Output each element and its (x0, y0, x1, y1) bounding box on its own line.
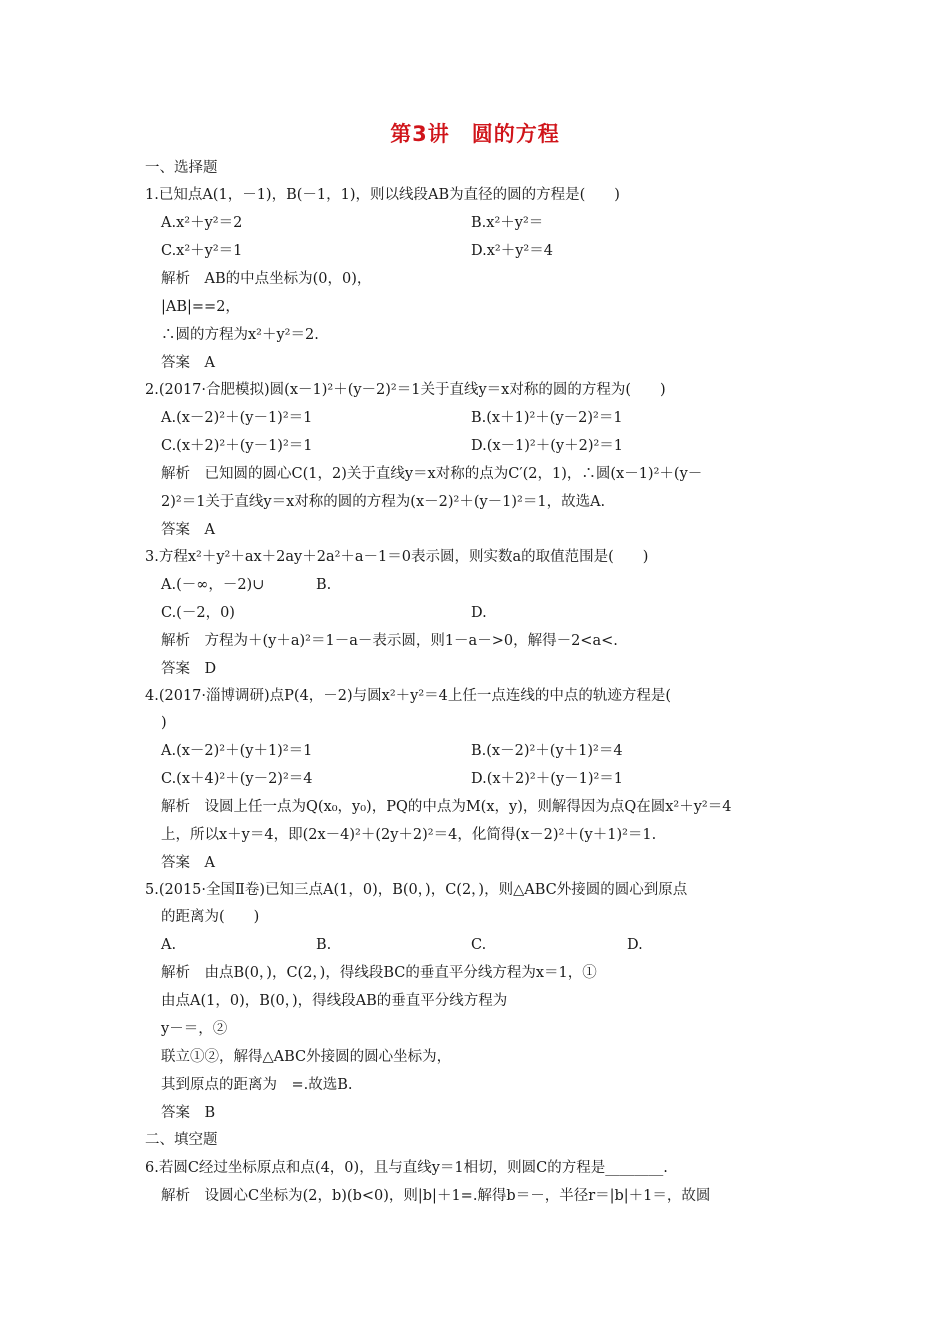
q1-solution-line1: 解析 AB的中点坐标为(0，0)， (161, 271, 372, 287)
q6-stem: 6.若圆C经过坐标原点和点(4，0)，且与直线y＝1相切，则圆C的方程是________. (145, 1160, 668, 1176)
q3-option-a: A.(－∞，－2)∪ (161, 577, 265, 593)
q3-answer: 答案 D (161, 661, 217, 677)
q1-answer: 答案 A (161, 355, 215, 371)
q3-option-d: D. (471, 605, 487, 621)
q5-solution-line5: 其到原点的距离为 =.故选B. (161, 1077, 353, 1093)
q2-stem: 2.(2017·合肥模拟)圆(x－1)²＋(y－2)²＝1关于直线y＝x对称的圆的方程为( ) (145, 382, 666, 398)
q1-option-c: C.x²＋y²＝1 (161, 243, 243, 259)
q3-solution-line1: 解析 方程为＋(y＋a)²＝1－a－表示圆，则1－a－>0，解得－2<a<. (161, 633, 618, 649)
q5-option-c: C. (471, 937, 487, 953)
q2-solution-line1: 解析 已知圆的圆心C(1，2)关于直线y＝x对称的点为C′(2，1)，∴圆(x－1)²＋(y－ (161, 466, 703, 482)
q2-option-a: A.(x－2)²＋(y－1)²＝1 (161, 410, 313, 426)
q3-stem: 3.方程x²＋y²＋ax＋2ay＋2a²＋a－1＝0表示圆，则实数a的取值范围是( ) (145, 549, 649, 565)
section-heading-choice: 一、选择题 (145, 160, 218, 176)
q2-option-d: D.(x－1)²＋(y＋2)²＝1 (471, 438, 624, 454)
q5-solution-line4: 联立①②，解得△ABC外接圆的圆心坐标为， (161, 1049, 452, 1065)
q5-solution-line2: 由点A(1，0)，B(0，)，得线段AB的垂直平分线方程为 (161, 993, 508, 1009)
q6-solution-line1: 解析 设圆心C坐标为(2，b)(b<0)，则|b|＋1=.解得b＝－，半径r＝|b|＋1＝，故圆 (161, 1188, 711, 1204)
q4-option-c: C.(x＋4)²＋(y－2)²＝4 (161, 771, 313, 787)
q4-option-d: D.(x＋2)²＋(y－1)²＝1 (471, 771, 624, 787)
q4-solution-line1: 解析 设圆上任一点为Q(x₀，y₀)，PQ的中点为M(x，y)，则解得因为点Q在圆x²＋y²＝4 (161, 799, 732, 815)
q5-stem-line2: 的距离为( ) (161, 909, 260, 925)
q4-option-a: A.(x－2)²＋(y＋1)²＝1 (161, 743, 313, 759)
q2-option-b: B.(x＋1)²＋(y－2)²＝1 (471, 410, 623, 426)
q4-stem-line2: ) (161, 715, 167, 731)
q1-stem: 1.已知点A(1，－1)，B(－1，1)，则以线段AB为直径的圆的方程是( ) (145, 187, 620, 203)
q1-solution-line2: |AB|==2， (161, 299, 240, 315)
q5-answer: 答案 B (161, 1105, 216, 1121)
q4-solution-line2: 上，所以x＋y＝4，即(2x－4)²＋(2y＋2)²＝4，化简得(x－2)²＋(y＋1)²＝1. (161, 827, 657, 843)
q5-solution-line1: 解析 由点B(0，)，C(2，)，得线段BC的垂直平分线方程为x＝1，① (161, 965, 597, 981)
q1-option-b: B.x²＋y²＝ (471, 215, 544, 231)
q5-option-b: B. (316, 937, 332, 953)
q3-option-c: C.(－2，0) (161, 605, 235, 621)
q5-option-a: A. (161, 937, 177, 953)
q4-option-b: B.(x－2)²＋(y＋1)²＝4 (471, 743, 623, 759)
q5-solution-line3: y－＝，② (161, 1021, 228, 1037)
q4-stem: 4.(2017·淄博调研)点P(4，－2)与圆x²＋y²＝4上任一点连线的中点的轨迹方程是( (145, 688, 672, 704)
section-heading-fill: 二、填空题 (145, 1132, 218, 1148)
q2-answer: 答案 A (161, 522, 215, 538)
q1-option-a: A.x²＋y²＝2 (161, 215, 243, 231)
page-title: 第3讲 圆的方程 (390, 122, 560, 146)
q1-option-d: D.x²＋y²＝4 (471, 243, 553, 259)
q5-option-d: D. (627, 937, 643, 953)
q3-option-b: B. (316, 577, 332, 593)
q5-stem: 5.(2015·全国Ⅱ卷)已知三点A(1，0)，B(0，)，C(2，)，则△ABC外接圆的圆心到原点 (145, 882, 688, 898)
q2-option-c: C.(x＋2)²＋(y－1)²＝1 (161, 438, 313, 454)
q4-answer: 答案 A (161, 855, 215, 871)
q2-solution-line2: 2)²＝1关于直线y＝x对称的圆的方程为(x－2)²＋(y－1)²＝1，故选A. (161, 494, 606, 510)
q1-solution-line3: ∴圆的方程为x²＋y²＝2. (161, 327, 319, 343)
